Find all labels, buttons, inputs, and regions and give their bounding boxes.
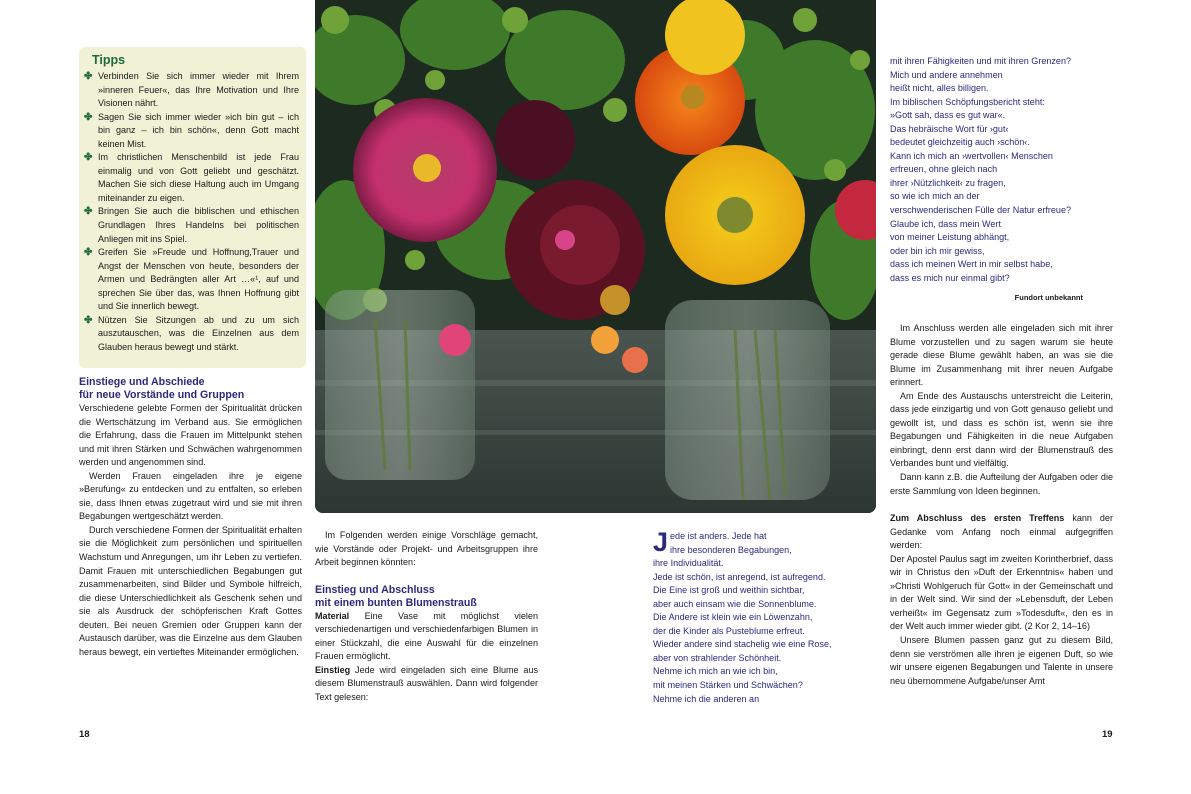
tips-item	[83, 314, 299, 355]
tips-item	[83, 70, 299, 111]
poem-line: Wieder andere sind stachelig wie eine Rose,	[653, 639, 832, 650]
column-2	[315, 529, 538, 704]
poem-line: verschwenderischen Fülle der Natur erfreue?	[890, 205, 1072, 216]
tips-item-text: Bringen Sie auch die biblischen und ethischen Grundlagen Ihres Handelns bei politischen Anliegen mit ins Spiel.	[98, 206, 299, 244]
paragraph: Unsere Blumen passen ganz gut zu diesem Bild, denn sie verströmen alle ihren je eigenen Duft, so wie wir unsere eigenen Begabungen und Talente in unsere neu übernommene Aufgabe/unser Amt	[890, 635, 1113, 686]
poem-line: Glaube ich, dass mein Wert	[890, 218, 1001, 229]
paragraph: Verschiedene gelebte Formen der Spiritualität drücken die Wertschätzung im Verband aus. Sie ermöglichen die Erfahrung, dass die Frauen im Mittelpunkt stehen und mit ihren Stärken und Schwächen wahrgenommen werden und angenommen sind.	[79, 403, 302, 468]
paragraph: Der Apostel Paulus sagt im zweiten Korintherbrief, dass wir in Christus den »Duft der Erkenntnis« haben und »Christi Wohlgeruch für Gott« in der Gemeinschaft und in der Welt sind. Wir sind der »Lebensduft, der Leben verheißt« im Gegensatz zum »Todesduft«, den es in der Welt auch immer wieder gibt. (2 Kor 2, 14–16)	[890, 553, 1113, 632]
section-subheading: mit einem bunten Blumenstrauß	[315, 596, 477, 609]
cross-bullet-icon: ✤	[84, 206, 93, 218]
poem-line: Die Eine ist groß und weithin sichtbar,	[653, 585, 805, 596]
cross-bullet-icon: ✤	[84, 314, 93, 326]
section-subheading: für neue Vorstände und Gruppen	[79, 389, 245, 401]
tips-item-text: Sagen Sie sich immer wieder »ich bin gut – ich bin ganz – ich bin schön«, denn Gott macht keinen Mist.	[98, 111, 299, 149]
tips-box	[79, 47, 306, 368]
bold-lead: Zum Abschluss des ersten Treffens	[890, 513, 1065, 524]
tips-item-text: Nützen Sie Sitzungen ab und zu um sich auszutauschen, was die Einzelnen aus dem Glauben heraus bewegt und stärkt.	[98, 314, 299, 352]
poem-line: mit meinen Stärken und Schwächen?	[653, 680, 803, 691]
tips-item	[83, 111, 299, 152]
poem-line: Nehme ich mich an wie ich bin,	[653, 666, 778, 677]
flower-illustration	[315, 0, 876, 513]
tips-title: Tipps	[92, 53, 126, 67]
page-number-left: 18	[79, 729, 90, 740]
poem-line: heißt nicht, alles billigen.	[890, 83, 989, 94]
cross-bullet-icon: ✤	[84, 111, 93, 123]
column-4	[890, 322, 1113, 688]
paragraph: Dann kann z.B. die Aufteilung der Aufgaben oder die erste Sammlung von Ideen beginnen.	[890, 472, 1113, 496]
poem-line: ede ist anders. Jede hat	[670, 531, 767, 541]
einstieg-text: Jede wird eingeladen sich eine Blume aus diesem Blumenstrauß auswählen. Dann wird folgender Text gelesen:	[315, 664, 538, 702]
cross-bullet-icon: ✤	[84, 247, 93, 259]
tips-item	[83, 205, 299, 246]
poem-line: der die Kinder als Pusteblume erfreut.	[653, 625, 805, 636]
poem-line: Das hebräische Wort für ›gut‹	[890, 123, 1009, 134]
tips-item-text: Im christlichen Menschenbild ist jede Frau einmalig und von Gott geliebt und geschätzt. Machen Sie sich diese Haltung auch im Umgang miteinander zu eigen.	[98, 152, 299, 203]
tips-item	[83, 246, 299, 314]
cross-bullet-icon: ✤	[84, 152, 93, 164]
column-1	[79, 376, 302, 659]
poem-line: aber auch einsam wie die Sonnenblume.	[653, 598, 817, 609]
poem-line: bedeutet gleichzeitig auch ›schön‹.	[890, 137, 1030, 148]
paragraph: Durch verschiedene Formen der Spiritualität erhalten sie die Möglichkeit zum persönlichen und spirituellen Wachstum und Anregungen, um ihr Leben zu vertiefen. Damit Frauen mit unterschiedlichen Begabungen gut zusammenarbeiten, sind Bilder und Symbole hilfreich, die diese Unterschiedlichkeit als Geschenk sehen und sie als Ausdruck der schöpferischen Kraft Gottes deuten. Bei neuen Gremien oder Gruppen kann der Austausch darüber, was die Einzelne aus dem Glauben heraus bewegt, ein vertieftes Miteinander ermöglichen.	[79, 524, 302, 657]
cross-bullet-icon: ✤	[84, 71, 93, 82]
poem-line: ihre Individualität.	[653, 558, 724, 569]
poem-line: aber von strahlender Schönheit.	[653, 652, 782, 663]
material-text: Eine Vase mit möglichst vielen verschiedenartigen und verschiedenfarbigen Blumen in einer Stückzahl, die eine Auswahl für die einzelnen Frauen ermöglicht.	[315, 610, 538, 662]
tips-item	[83, 151, 299, 205]
paragraph	[890, 512, 1113, 553]
paragraph: Am Ende des Austauschs unterstreicht die Leiterin, dass jede einzigartig und von Gott genauso geliebt und gewollt ist, und dass es schön ist, wenn sie ihre Begabungen und Fähigkeiten in die neue Aufgaben einbringt, denn erst dann wird der Blumenstrauß des Verbandes bunt und vielfältig.	[890, 390, 1113, 469]
paragraph	[315, 610, 538, 664]
poem-line: dass ich meinen Wert in mir selbst habe,	[890, 259, 1053, 270]
paragraph-text: kann der Gedanke vom Anfang noch einmal aufgegriffen werden:	[890, 513, 1113, 551]
einstieg-label: Einstieg	[315, 664, 351, 675]
paragraph: Im Folgenden werden einige Vorschläge gemacht, wie Vorstände oder Projekt- und Arbeitsgruppen ihre Arbeit beginnen könnten:	[315, 530, 538, 568]
poem-line: von meiner Leistung abhängt,	[890, 232, 1010, 243]
material-label: Material	[315, 610, 350, 621]
poem-line: Im biblischen Schöpfungsbericht steht:	[890, 96, 1045, 107]
section-heading: Einstiege und Abschiede	[79, 376, 205, 388]
poem-line: oder bin ich mir gewiss,	[890, 245, 985, 256]
poem-source: Fundort unbekannt	[1014, 293, 1083, 302]
tips-list	[83, 70, 299, 354]
poem-line: dass es mich nur einmal gibt?	[890, 272, 1010, 283]
poem-line: ihrer ›Nützlichkeit‹ zu fragen,	[890, 177, 1006, 188]
poem-line: ihre besonderen Begabungen,	[670, 544, 792, 555]
poem-part-1	[653, 527, 873, 706]
tips-item-text: Greifen Sie »Freude und Hoffnung,Trauer und Angst der Menschen von heute, besonders der Armen und Bedrängten aller Art …«¹, auf und sprechen Sie über das, was Ihnen Hoffnung gibt und Sie innerlich bewegt.	[98, 247, 299, 312]
paragraph	[315, 664, 538, 705]
poem-line: Kann ich mich an ›wertvollen‹ Menschen	[890, 150, 1053, 161]
poem-line: mit ihren Fähigkeiten und mit ihren Grenzen?	[890, 56, 1072, 66]
tips-item-text: Verbinden Sie sich immer wieder mit Ihrem »inneren Feuer«, das Ihre Motivation und Ihre Visionen nährt.	[98, 71, 299, 109]
paragraph: Werden Frauen eingeladen ihre je eigene »Berufung« zu entdecken und zu entfalten, so erleben sie, dass Ihnen etwas zugetraut wird und sie mit ihren Begabungen wertgeschätzt werden.	[79, 470, 302, 522]
page-number-right: 19	[1102, 729, 1113, 740]
flower-bouquet-photo	[315, 0, 876, 513]
poem-part-2	[890, 55, 1115, 285]
section-heading: Einstieg und Abschluss	[315, 583, 435, 596]
poem-line: so wie ich mich an der	[890, 191, 980, 202]
poem-line: Jede ist schön, ist anregend, ist aufregend.	[653, 571, 826, 582]
poem-line: Nehme ich die anderen an	[653, 693, 760, 704]
drop-cap: J	[653, 527, 669, 557]
poem-line: erfreuen, ohne gleich nach	[890, 164, 998, 175]
poem-line: »Gott sah, dass es gut war«.	[890, 110, 1006, 121]
paragraph: Im Anschluss werden alle eingeladen sich mit ihrer Blume vorzustellen und zu sagen warum sie heute gerade diese Blume gewählt haben, an was sie die Blume im Zusammenhang mit ihrer neuen Aufgabe erinnert.	[890, 323, 1113, 388]
poem-line: Die Andere ist klein wie ein Löwenzahn,	[653, 612, 813, 623]
poem-line: Mich und andere annehmen	[890, 69, 1003, 80]
